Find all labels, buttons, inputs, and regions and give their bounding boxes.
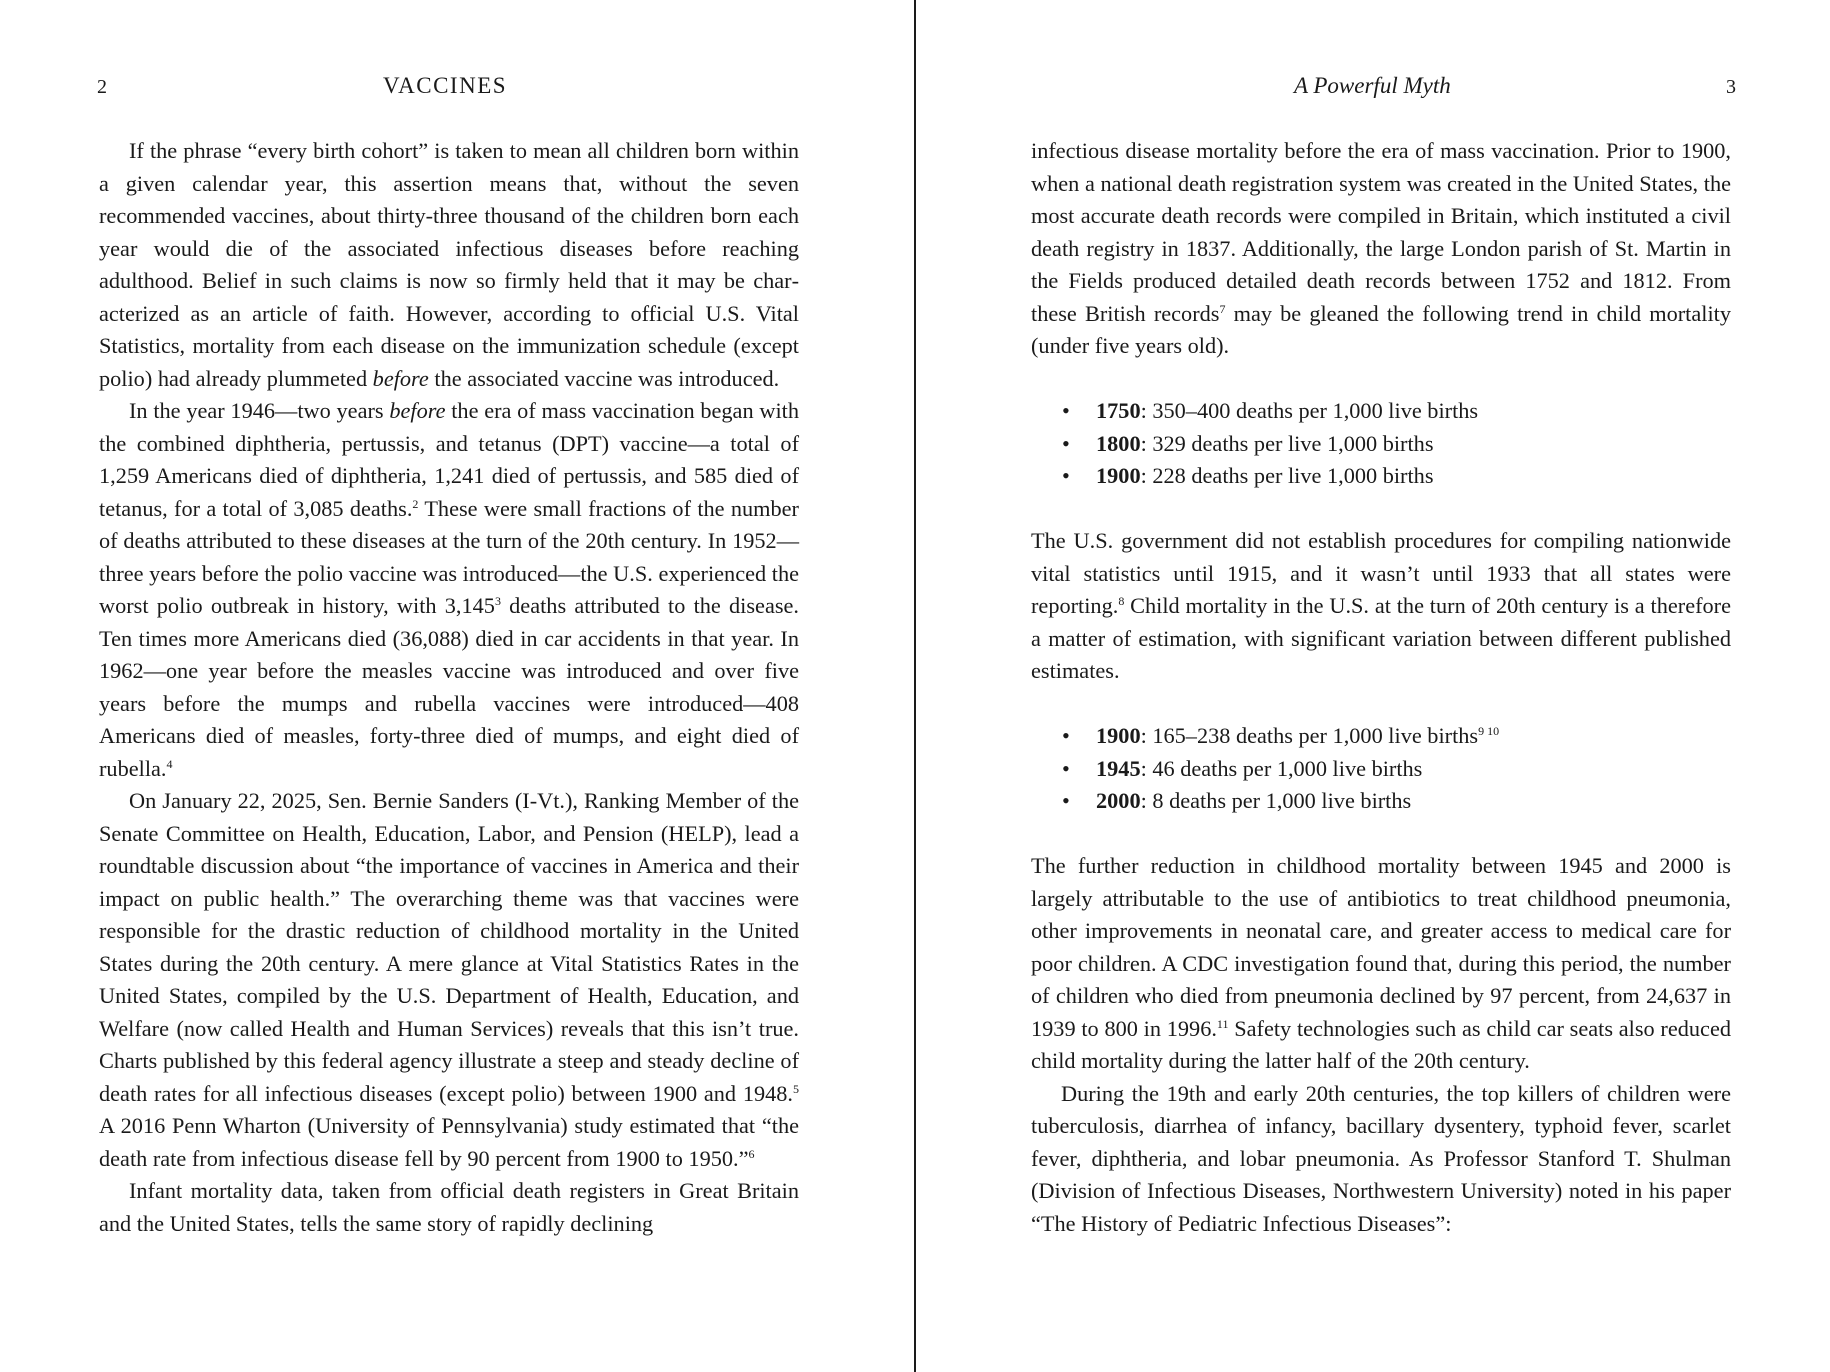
list-item <box>1062 720 1731 753</box>
list-text: : 329 deaths per live 1,000 births <box>1140 430 1434 456</box>
list-text: : 350–400 deaths per 1,000 live births <box>1140 398 1479 423</box>
footnote-ref[interactable]: 11 <box>1216 1016 1229 1031</box>
footnote-ref[interactable]: 3 <box>494 594 501 608</box>
list-item <box>1062 753 1731 786</box>
list-text: : 165–238 deaths per 1,000 live births <box>1140 723 1479 748</box>
running-head: A Powerful Myth <box>1294 73 1451 98</box>
list-year: 1750 <box>1096 398 1141 423</box>
emphasis: before <box>389 398 446 423</box>
text-run: The U.S. government did not establish procedures for compiling nationwide vital statistics until 1915, and it wasn’t until 1933 that all states were reporting. <box>1031 528 1731 618</box>
spacer <box>1031 493 1731 526</box>
text-run: infectious disease mortality before the era of mass vaccination. Prior to 1900, when a national death registration system was created in the United States, the most accurate death records were compiled in Britain, which instituted a civil death registry in 1837. Additionally, the large London parish of St. Martin in the Fields produced detailed death records between 1752 and 1812. From these British records <box>1031 138 1731 326</box>
footnote-ref[interactable]: 4 <box>166 756 173 771</box>
list-item <box>1062 395 1731 428</box>
left-page <box>0 0 914 1372</box>
text-run: the associated vaccine was introduced. <box>428 365 780 391</box>
footnote-ref[interactable]: 9 10 <box>1478 724 1500 738</box>
footnote-ref[interactable]: 2 <box>412 496 419 511</box>
page-number: 2 <box>97 76 107 98</box>
paragraph <box>99 395 799 785</box>
list-year: 2000 <box>1096 788 1141 813</box>
paragraph: Infant mortality data, taken from official death registers in Great Britain and the United States, tells the same story of rapidly declining <box>99 1178 799 1236</box>
page-number: 3 <box>1726 76 1736 98</box>
paragraph <box>1031 850 1731 1078</box>
emphasis: before <box>372 365 429 391</box>
footnote-ref[interactable]: 8 <box>1118 594 1125 608</box>
list-text: : 46 deaths per 1,000 live births <box>1140 755 1423 781</box>
paragraph <box>1031 135 1731 363</box>
footnote-ref[interactable]: 7 <box>1219 301 1226 316</box>
paragraph <box>99 785 799 1175</box>
list-text: : 228 deaths per live 1,000 births <box>1140 463 1434 488</box>
text-run: These were small fractions of the number of deaths attributed to these diseases at the turn of the 20th century. In 1952—three years before the polio vaccine was introduced—the U.S. experienced the worst polio outbreak in history, with 3,145 <box>99 495 799 618</box>
list-year: 1900 <box>1096 463 1141 488</box>
list-item <box>1062 785 1731 818</box>
text-run: Child mortality in the U.S. at the turn of 20th century is a therefore a matter of estimation, with significant variation between different published estimates. <box>1031 593 1731 683</box>
spacer <box>1031 818 1731 851</box>
spacer <box>1031 363 1731 396</box>
bullet-list <box>1031 720 1731 818</box>
text-run: The further reduction in childhood mortality between 1945 and 2000 is largely attributable to the use of antibiotics to treat childhood pneumonia, other improvements in neonatal care, and greater access to medical care for poor children. A CDC investigation found that, during this period, the number of children who died from pneumonia declined by 97 percent, from 24,637 in 1939 to 800 in 1996. <box>1031 853 1731 1041</box>
list-year: 1900 <box>1096 723 1141 748</box>
paragraph: During the 19th and early 20th centuries, the top killers of children were tuberculosis, diarrhea of infancy, bacillary dysentery, typhoid fever, scarlet fever, diphtheria, and lobar pneumonia. As Professor Stanford T. Shulman (Division of Infectious Diseases, Northwestern University) noted in his paper “The History of Pediatric Infectious Diseases”: <box>1031 1080 1731 1236</box>
list-year: 1800 <box>1096 430 1141 456</box>
spacer <box>1031 688 1731 721</box>
text-run: deaths attributed to the disease. Ten times more Americans died (36,088) died in car accidents in that year. In 1962—one year before the measles vaccine was introduced and over five years before the mumps and rubella vaccines were introduced—408 Americans died of measles, forty-three died of mumps, and eight died of rubella. <box>99 593 799 781</box>
footnote-ref[interactable]: 5 <box>793 1081 799 1096</box>
text-run: In the year 1946—two years <box>129 398 390 423</box>
text-run: Safety technologies such as child car seats also reduced child mortality during the latter half of the 20th century. <box>1031 1015 1731 1073</box>
text-run: On January 22, 2025, Sen. Bernie Sanders (I-Vt.), Ranking Member of the Senate Committee on Health, Education, Labor, and Pension (HELP), lead a roundtable discussion about “the importance of vaccines in America and their impact on public health.” The overarching theme was that vaccines were responsible for the drastic reduction of childhood mortality in the United States during the 20th century. A mere glance at Vital Statistics Rates in the United States, compiled by the U.S. Department of Health, Education, and Welfare (now called Health and Human Services) reveals that this isn’t true. Charts published by this federal agency illustrate a steep and steady decline of death rates for all infectious diseases (except polio) between 1900 and 1948. <box>99 788 799 1106</box>
text-run: may be gleaned the following trend in child mortality (under five years old). <box>1031 300 1731 358</box>
text-run: A 2016 Penn Wharton (University of Pennsylvania) study estimated that “the death rate from infectious disease fell by 90 percent from 1900 to 1950.” <box>99 1113 799 1171</box>
body-text <box>1031 135 1731 1240</box>
text-run: If the phrase “every birth cohort” is taken to mean all children born within a given calendar year, this assertion means that, without the seven recommended vaccines, about thirty-three thousand of the children born each year would die of the associated infectious diseases before reaching adulthood. Belief in such claims is now so firmly held that it may be characterized as an article of faith. However, according to official U.S. Vital Statistics, mortality from each disease on the immunization schedule (except polio) had already plummeted <box>99 138 799 391</box>
footnote-ref[interactable]: 6 <box>748 1146 755 1161</box>
right-page <box>916 0 1830 1372</box>
list-year: 1945 <box>1096 755 1141 781</box>
running-head: VACCINES <box>383 73 508 98</box>
list-text: : 8 deaths per 1,000 live births <box>1140 788 1412 813</box>
paragraph <box>1031 525 1731 688</box>
text-run: the era of mass vaccination began with the combined diphtheria, pertussis, and tetanus (DPT) vaccine—a total of 1,259 Americans died of diphtheria, 1,241 died of pertussis, and 585 died of tetanus, for a total of 3,085 deaths. <box>99 398 799 521</box>
list-item <box>1062 460 1731 493</box>
paragraph <box>99 135 799 395</box>
body-text <box>99 135 799 1240</box>
list-item <box>1062 428 1731 461</box>
bullet-list <box>1031 395 1731 493</box>
